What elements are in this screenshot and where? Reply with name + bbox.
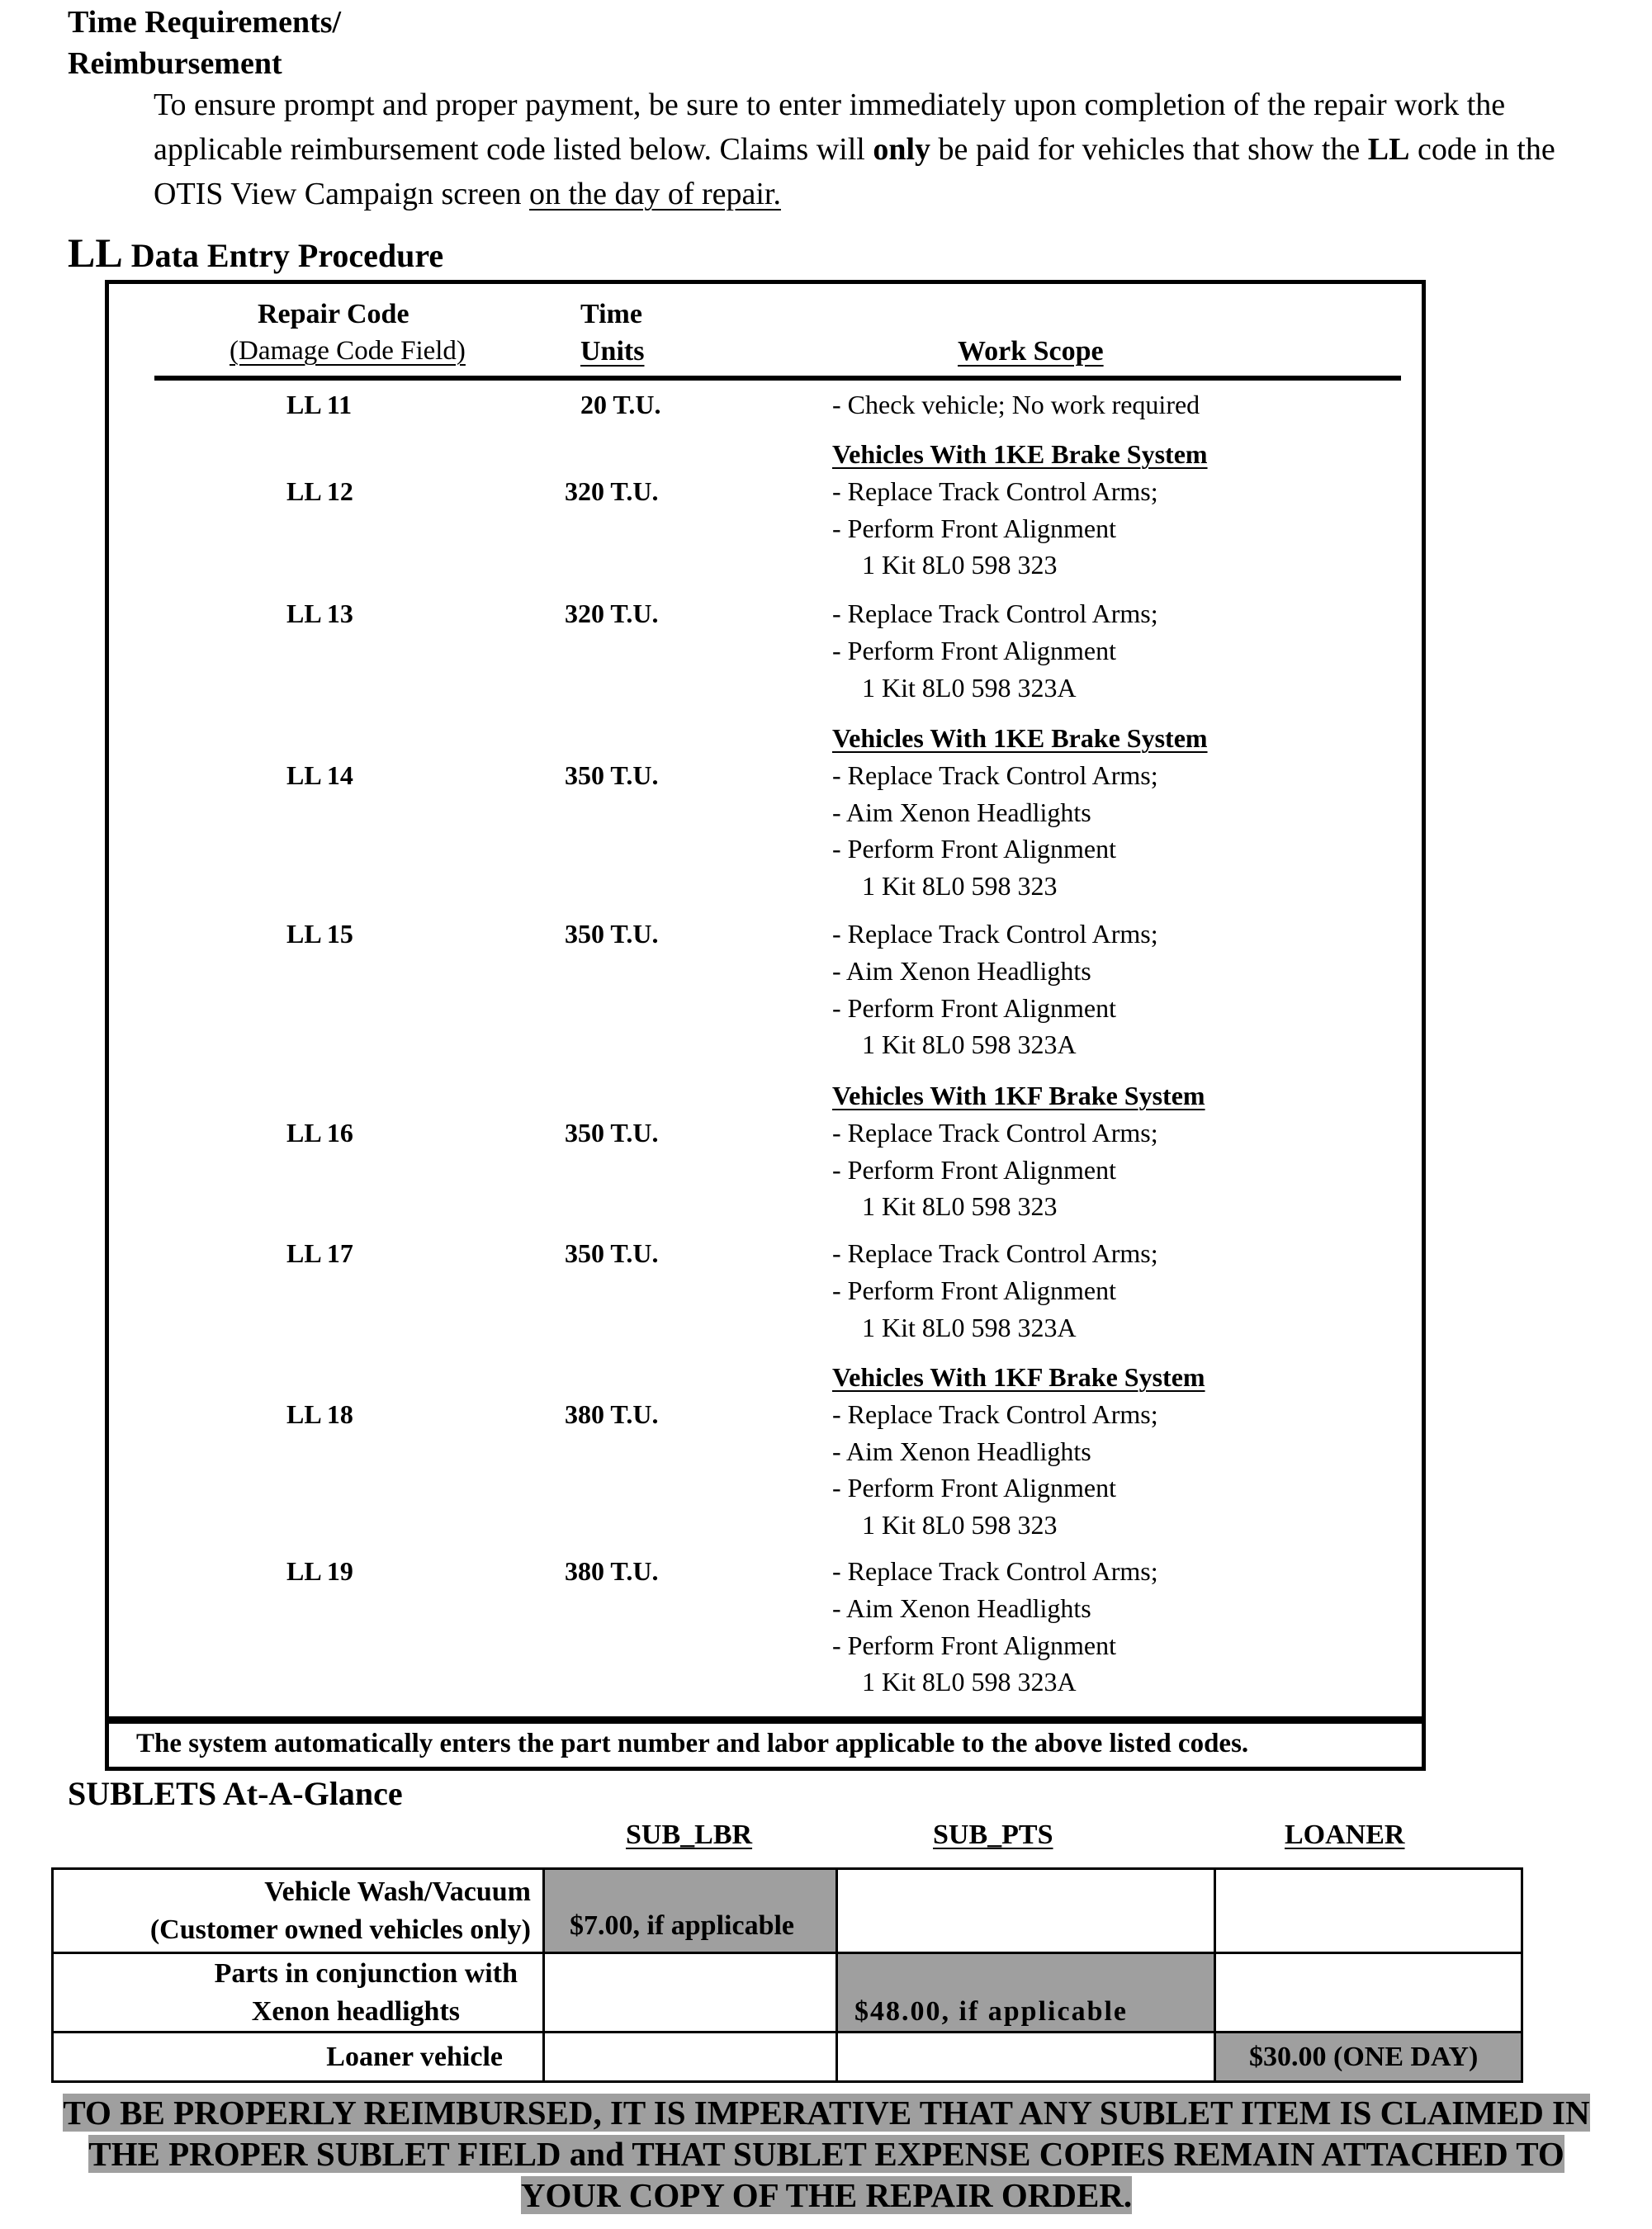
sublet-cell-sub-pts (837, 2033, 1215, 2082)
row-code-ll-17: LL 17 (286, 1238, 353, 1268)
intro-bold-only: only (873, 132, 931, 167)
section-heading (68, 2, 341, 84)
intro-text-2: be paid for vehicles that show the (930, 132, 1368, 167)
intro-text-1: To ensure prompt and proper payment, be sure to enter immediately upon completion of the repair work the applicable reimbursement code listed below. Claims will (154, 88, 1506, 167)
row-code-ll-14: LL 14 (286, 760, 353, 790)
scope-line: - Perform Front Alignment (832, 1154, 1116, 1185)
scope-line: - Replace Track Control Arms; (832, 1238, 1158, 1268)
scope-line: - Replace Track Control Arms; (832, 599, 1158, 628)
warning-line2: THE PROPER SUBLET FIELD and THAT SUBLET EXPENSE COPIES REMAIN ATTACHED TO (88, 2135, 1564, 2173)
sublet-row-label-line2: Xenon headlights (251, 1995, 460, 2027)
row-time-ll-18: 380 T.U. (565, 1399, 659, 1429)
row-time-ll-11: 20 T.U. (580, 390, 661, 419)
row-time-ll-13: 320 T.U. (565, 599, 659, 628)
row-scope-ll-12 (832, 436, 1208, 584)
row-code-ll-12: LL 12 (286, 476, 353, 506)
sublet-cell-loaner (1215, 1953, 1522, 2033)
sublets-heading: SUBLETS At-A-Glance (68, 1775, 403, 1812)
scope-kit: 1 Kit 8L0 598 323 (862, 550, 1058, 580)
sublets-col-loaner: LOANER (1285, 1820, 1405, 1850)
scope-line: - Perform Front Alignment (832, 1473, 1116, 1503)
warning-line1: TO BE PROPERLY REIMBURSED, IT IS IMPERATIVE THAT ANY SUBLET ITEM IS CLAIMED IN (63, 2094, 1590, 2132)
warning-line3: YOUR COPY OF THE REPAIR ORDER. (520, 2176, 1133, 2214)
ll-heading-text: Data Entry Procedure (122, 237, 444, 274)
sublet-row-label-line1: Loaner vehicle (326, 2041, 503, 2072)
scope-line: - Perform Front Alignment (832, 992, 1116, 1023)
row-code-ll-15: LL 15 (286, 919, 353, 949)
scope-brake-system-header: Vehicles With 1KF Brake System (832, 1362, 1205, 1392)
table-row (53, 1869, 1522, 1953)
intro-underlined-date: on the day of repair. (529, 177, 781, 211)
sublets-table (51, 1867, 1523, 2083)
scope-line: - Aim Xenon Headlights (832, 797, 1091, 827)
sublet-cell-sub-lbr (544, 1953, 837, 2033)
row-code-ll-16: LL 16 (286, 1118, 353, 1148)
sublet-cell-loaner: $30.00 (ONE DAY) (1215, 2033, 1522, 2082)
scope-line: - Replace Track Control Arms; (832, 919, 1158, 949)
row-scope-ll-16 (832, 1077, 1205, 1225)
header-work-scope: Work Scope (958, 336, 1104, 367)
row-time-ll-19: 380 T.U. (565, 1556, 659, 1586)
row-time-ll-16: 350 T.U. (565, 1118, 659, 1148)
row-code-ll-18: LL 18 (286, 1399, 353, 1429)
scope-kit: 1 Kit 8L0 598 323A (862, 1667, 1077, 1697)
sublet-cell-sub-pts (837, 1869, 1215, 1953)
table-row (53, 1953, 1522, 2033)
reimbursement-warning (17, 2092, 1636, 2216)
scope-line: - Perform Front Alignment (832, 513, 1116, 543)
sublet-cell-sub-lbr: $7.00, if applicable (544, 1869, 837, 1953)
scope-line: - Aim Xenon Headlights (832, 1436, 1091, 1466)
scope-kit: 1 Kit 8L0 598 323 (862, 871, 1058, 902)
scope-kit: 1 Kit 8L0 598 323 (862, 1191, 1058, 1222)
row-scope-ll-11 (832, 386, 1200, 424)
row-scope-ll-15 (832, 916, 1158, 1063)
intro-text-3: code in the OTIS View Campaign screen (154, 132, 1555, 211)
row-code-ll-13: LL 13 (286, 599, 353, 628)
row-scope-ll-17 (832, 1235, 1158, 1346)
row-time-ll-17: 350 T.U. (565, 1238, 659, 1268)
scope-line: - Replace Track Control Arms; (832, 1398, 1158, 1429)
scope-line: - Replace Track Control Arms; (832, 1556, 1158, 1586)
sublet-row-label (53, 1953, 544, 2033)
scope-brake-system-header: Vehicles With 1KE Brake System (832, 439, 1208, 469)
row-scope-ll-19 (832, 1553, 1158, 1701)
scope-kit: 1 Kit 8L0 598 323A (862, 1029, 1077, 1060)
scope-brake-system-header: Vehicles With 1KE Brake System (832, 723, 1208, 753)
ll-note: The system automatically enters the part number and labor applicable to the above listed codes. (136, 1729, 1249, 1758)
scope-line: - Check vehicle; No work required (832, 390, 1200, 419)
sublet-cell-sub-lbr (544, 2033, 837, 2082)
header-time: Time (580, 299, 642, 329)
intro-bold-ll: LL (1367, 132, 1410, 167)
section-heading-line2: Reimbursement (68, 46, 282, 81)
scope-kit: 1 Kit 8L0 598 323A (862, 672, 1077, 703)
sublet-cell-sub-pts: $48.00, if applicable (837, 1953, 1215, 2033)
scope-line: - Replace Track Control Arms; (832, 760, 1158, 790)
scope-kit: 1 Kit 8L0 598 323 (862, 1510, 1058, 1540)
sublet-row-label-line1: Parts in conjunction with (214, 1957, 518, 1989)
row-time-ll-12: 320 T.U. (565, 476, 659, 506)
row-time-ll-15: 350 T.U. (565, 919, 659, 949)
sublet-row-label (53, 1869, 544, 1953)
table-row (53, 2033, 1522, 2082)
scope-line: - Aim Xenon Headlights (832, 1592, 1091, 1623)
row-code-ll-19: LL 19 (286, 1556, 353, 1586)
scope-line: - Perform Front Alignment (832, 1630, 1116, 1660)
scope-line: - Perform Front Alignment (832, 635, 1116, 665)
scope-line: - Replace Track Control Arms; (832, 476, 1158, 506)
sublet-row-label-line1: Vehicle Wash/Vacuum (264, 1876, 531, 1907)
scope-brake-system-header: Vehicles With 1KF Brake System (832, 1081, 1205, 1110)
sublet-row-label (53, 2033, 544, 2082)
scope-kit: 1 Kit 8L0 598 323A (862, 1312, 1077, 1342)
header-units: Units (580, 336, 645, 367)
section-heading-line1: Time Requirements/ (68, 5, 342, 40)
scope-line: - Perform Front Alignment (832, 834, 1116, 864)
header-repair-code: Repair Code (258, 299, 409, 329)
sublets-col-sub-lbr: SUB_LBR (626, 1820, 753, 1850)
sublets-col-sub-pts: SUB_PTS (933, 1820, 1053, 1850)
row-scope-ll-13 (832, 595, 1158, 706)
row-scope-ll-18 (832, 1359, 1205, 1544)
ll-heading-prefix: LL (68, 230, 123, 276)
row-code-ll-11: LL 11 (286, 390, 353, 419)
ll-data-entry-heading (68, 228, 443, 281)
scope-line: - Replace Track Control Arms; (832, 1117, 1158, 1148)
scope-line: - Perform Front Alignment (832, 1275, 1116, 1305)
scope-line: - Aim Xenon Headlights (832, 955, 1091, 986)
intro-paragraph (154, 83, 1607, 216)
header-rule (154, 376, 1401, 381)
header-damage-code-field: (Damage Code Field) (230, 336, 466, 366)
sublet-row-label-line2: (Customer owned vehicles only) (149, 1914, 531, 1945)
row-scope-ll-14 (832, 720, 1208, 905)
sublet-cell-loaner (1215, 1869, 1522, 1953)
row-time-ll-14: 350 T.U. (565, 760, 659, 790)
